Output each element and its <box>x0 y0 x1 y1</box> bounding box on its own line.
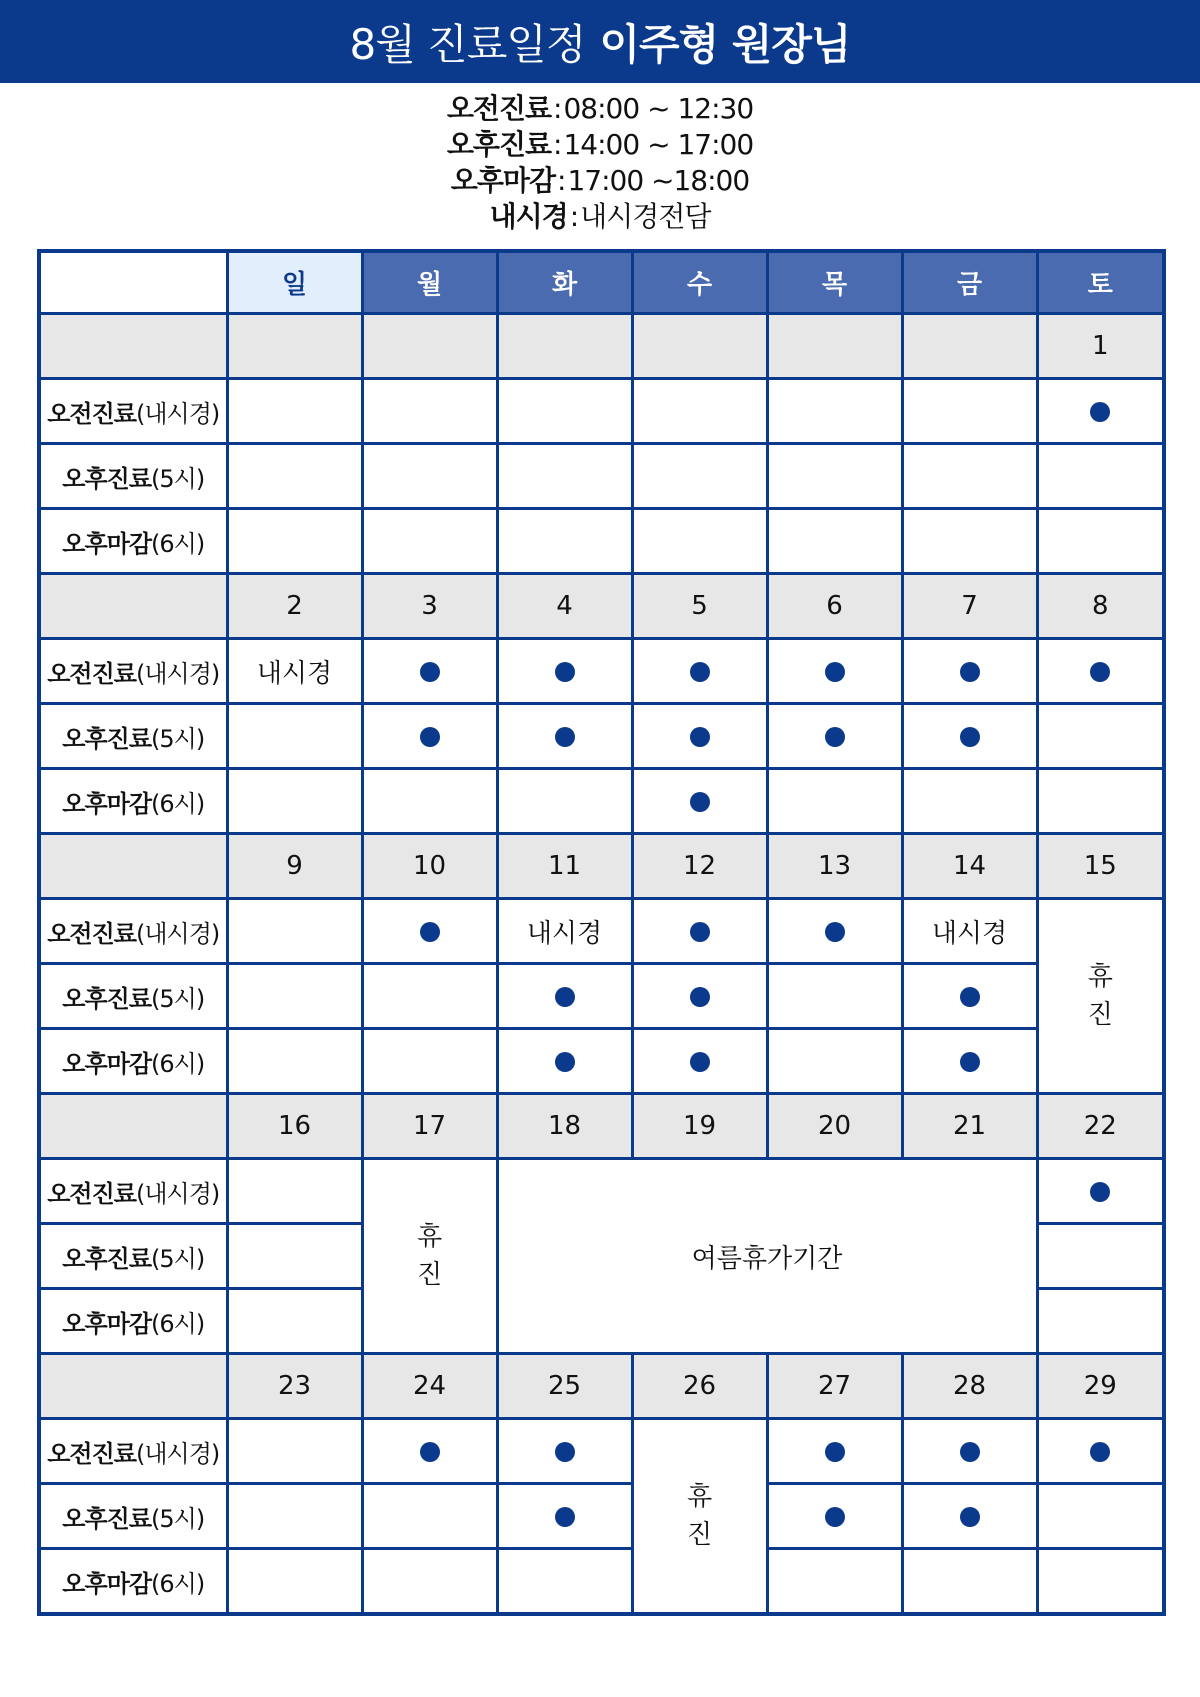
dot-icon <box>960 662 980 682</box>
schedule-cell <box>227 1224 362 1289</box>
slot-label-sub: (6시) <box>151 789 205 818</box>
schedule-cell <box>362 1029 497 1094</box>
date-row <box>39 574 1164 639</box>
schedule-cell <box>362 1419 497 1484</box>
slot-label-main: 오전진료 <box>47 1179 136 1208</box>
schedule-cell <box>227 1549 362 1615</box>
schedule-cell <box>227 1484 362 1549</box>
dot-icon <box>960 987 980 1007</box>
dot-icon <box>420 662 440 682</box>
slot-label <box>39 1159 227 1224</box>
schedule-cell <box>1037 1419 1164 1484</box>
hours-row-close: 오후마감:17:00 ~18:00 <box>450 164 750 197</box>
date-cell: 19 <box>632 1094 767 1159</box>
schedule-cell <box>1037 1224 1164 1289</box>
schedule-cell <box>362 509 497 574</box>
schedule-cell <box>767 1549 902 1615</box>
schedule-cell <box>497 1484 632 1549</box>
schedule-cell <box>902 769 1037 834</box>
date-row-label <box>39 1094 227 1159</box>
date-cell <box>362 314 497 379</box>
dot-icon <box>960 727 980 747</box>
schedule-cell <box>362 769 497 834</box>
dot-icon <box>420 922 440 942</box>
schedule-cell <box>632 899 767 964</box>
dot-icon <box>825 1442 845 1462</box>
date-cell: 20 <box>767 1094 902 1159</box>
slot-label-main: 오전진료 <box>47 399 136 428</box>
schedule-cell <box>227 639 362 704</box>
hours-key: 오전진료 <box>446 92 552 125</box>
slot-row <box>39 444 1164 509</box>
hours-key: 오후진료 <box>446 128 552 161</box>
schedule-cell <box>497 1549 632 1615</box>
dot-icon <box>690 727 710 747</box>
day-header-row <box>39 251 1164 314</box>
slot-row <box>39 1549 1164 1615</box>
date-cell <box>767 314 902 379</box>
date-cell: 13 <box>767 834 902 899</box>
slot-label <box>39 704 227 769</box>
schedule-cell <box>767 769 902 834</box>
hours-key: 오후마감 <box>450 164 555 197</box>
dot-icon <box>825 727 845 747</box>
slot-row <box>39 964 1164 1029</box>
schedule-cell <box>767 1419 902 1484</box>
date-cell <box>902 314 1037 379</box>
dot-icon <box>1090 402 1110 422</box>
schedule-cell <box>1037 769 1164 834</box>
dot-icon <box>420 727 440 747</box>
date-cell: 28 <box>902 1354 1037 1419</box>
schedule-cell <box>362 1549 497 1615</box>
schedule-cell <box>902 379 1037 444</box>
schedule-cell <box>1037 1159 1164 1224</box>
day-header-0: 일 <box>227 251 362 314</box>
schedule-cell <box>1037 444 1164 509</box>
dot-icon <box>555 662 575 682</box>
date-cell: 7 <box>902 574 1037 639</box>
date-cell <box>227 314 362 379</box>
schedule-cell <box>902 899 1037 964</box>
slot-row <box>39 1159 1164 1224</box>
schedule-cell <box>632 704 767 769</box>
slot-row <box>39 509 1164 574</box>
date-cell: 5 <box>632 574 767 639</box>
date-cell: 11 <box>497 834 632 899</box>
slot-label <box>39 964 227 1029</box>
schedule-cell <box>767 639 902 704</box>
date-row-label <box>39 1354 227 1419</box>
schedule-cell <box>1037 639 1164 704</box>
endoscopy-label: 내시경 <box>931 918 1008 949</box>
dot-icon <box>555 987 575 1007</box>
dot-icon <box>825 922 845 942</box>
dot-icon <box>555 727 575 747</box>
slot-label-main: 오후진료 <box>62 464 152 493</box>
schedule-cell <box>362 444 497 509</box>
schedule-cell <box>362 379 497 444</box>
slot-label-sub: (내시경) <box>135 1439 220 1468</box>
schedule-cell <box>227 964 362 1029</box>
date-row-label <box>39 314 227 379</box>
schedule-cell <box>1037 1549 1164 1615</box>
hours-value: 17:00 ~18:00 <box>567 164 750 197</box>
schedule-cell <box>632 639 767 704</box>
schedule-cell <box>497 444 632 509</box>
slot-label-main: 오전진료 <box>47 919 136 948</box>
date-cell: 4 <box>497 574 632 639</box>
slot-label <box>39 509 227 574</box>
schedule-cell <box>362 704 497 769</box>
slot-label-sub: (5시) <box>151 464 205 493</box>
date-row-label <box>39 574 227 639</box>
slot-label-sub: (내시경) <box>135 1179 220 1208</box>
schedule-cell <box>632 1419 767 1615</box>
dot-icon <box>555 1442 575 1462</box>
schedule-cell <box>1037 379 1164 444</box>
endoscopy-label: 내시경 <box>526 918 603 949</box>
schedule-cell <box>497 379 632 444</box>
date-cell <box>497 314 632 379</box>
date-cell: 8 <box>1037 574 1164 639</box>
schedule-cell <box>1037 509 1164 574</box>
date-cell: 24 <box>362 1354 497 1419</box>
date-cell: 22 <box>1037 1094 1164 1159</box>
schedule-cell <box>902 639 1037 704</box>
schedule-cell <box>902 509 1037 574</box>
slot-label <box>39 1549 227 1615</box>
closed-label: 휴진 <box>686 1482 713 1550</box>
slot-row <box>39 704 1164 769</box>
date-cell: 29 <box>1037 1354 1164 1419</box>
schedule-cell <box>227 1419 362 1484</box>
slot-label-sub: (5시) <box>151 724 205 753</box>
slot-row <box>39 379 1164 444</box>
dot-icon <box>690 1052 710 1072</box>
schedule-cell <box>1037 1289 1164 1354</box>
schedule-cell <box>767 509 902 574</box>
slot-label-sub: (내시경) <box>135 919 220 948</box>
schedule-cell <box>632 444 767 509</box>
hours-row-am: 오전진료:08:00 ~ 12:30 <box>446 92 754 125</box>
date-cell: 25 <box>497 1354 632 1419</box>
schedule-cell <box>362 1159 497 1354</box>
slot-label <box>39 1419 227 1484</box>
slot-label <box>39 379 227 444</box>
slot-label-sub: (6시) <box>151 1569 205 1598</box>
schedule-cell <box>227 1289 362 1354</box>
date-cell: 17 <box>362 1094 497 1159</box>
slot-label <box>39 444 227 509</box>
date-cell: 6 <box>767 574 902 639</box>
header-title: 8월 진료일정 <box>349 19 586 69</box>
dot-icon <box>690 662 710 682</box>
slot-label-main: 오후마감 <box>62 1569 152 1598</box>
hours-value: 08:00 ~ 12:30 <box>563 92 754 125</box>
schedule-cell <box>497 509 632 574</box>
date-cell: 9 <box>227 834 362 899</box>
dot-icon <box>825 1507 845 1527</box>
schedule-cell <box>902 1549 1037 1615</box>
slot-label-main: 오전진료 <box>47 1439 136 1468</box>
schedule-cell <box>362 964 497 1029</box>
slot-row <box>39 899 1164 964</box>
slot-label-main: 오전진료 <box>47 659 136 688</box>
date-cell: 1 <box>1037 314 1164 379</box>
hours-value: 내시경전담 <box>580 200 711 233</box>
slot-label-sub: (6시) <box>151 1049 205 1078</box>
slot-label <box>39 769 227 834</box>
schedule-cell <box>1037 704 1164 769</box>
dot-icon <box>960 1442 980 1462</box>
slot-label <box>39 899 227 964</box>
slot-label-main: 오후진료 <box>62 1504 152 1533</box>
dot-icon <box>690 792 710 812</box>
dot-icon <box>1090 1442 1110 1462</box>
schedule-cell <box>767 964 902 1029</box>
slot-row <box>39 1419 1164 1484</box>
schedule-cell <box>497 769 632 834</box>
date-cell: 10 <box>362 834 497 899</box>
date-row <box>39 1094 1164 1159</box>
date-cell: 16 <box>227 1094 362 1159</box>
schedule-cell <box>902 1484 1037 1549</box>
hours-key: 내시경 <box>489 200 568 233</box>
schedule-cell <box>227 769 362 834</box>
slot-label-sub: (6시) <box>151 1309 205 1338</box>
schedule-cell <box>767 379 902 444</box>
slot-label-sub: (내시경) <box>135 399 220 428</box>
schedule-cell <box>902 1419 1037 1484</box>
schedule-cell <box>902 704 1037 769</box>
slot-label <box>39 1484 227 1549</box>
dot-icon <box>1090 662 1110 682</box>
date-cell: 12 <box>632 834 767 899</box>
date-row <box>39 1354 1164 1419</box>
slot-label-main: 오후진료 <box>62 1244 152 1273</box>
slot-label-main: 오후마감 <box>62 529 152 558</box>
schedule-cell <box>227 444 362 509</box>
slot-label-sub: (5시) <box>151 984 205 1013</box>
slot-row <box>39 769 1164 834</box>
slot-label-sub: (내시경) <box>135 659 220 688</box>
slot-label-main: 오후진료 <box>62 724 152 753</box>
schedule-cell <box>1037 899 1164 1094</box>
slot-label <box>39 639 227 704</box>
summer-vacation-label: 여름휴가기간 <box>691 1243 843 1274</box>
schedule-cell <box>632 769 767 834</box>
date-cell: 15 <box>1037 834 1164 899</box>
date-cell: 14 <box>902 834 1037 899</box>
slot-label-sub: (6시) <box>151 529 205 558</box>
schedule-cell <box>632 1029 767 1094</box>
endoscopy-label: 내시경 <box>256 658 333 689</box>
day-header-2: 화 <box>497 251 632 314</box>
slot-label-main: 오후마감 <box>62 1049 152 1078</box>
schedule-cell <box>497 1419 632 1484</box>
schedule-cell <box>362 1484 497 1549</box>
schedule-cell <box>767 899 902 964</box>
clinic-hours <box>0 91 1200 235</box>
dot-icon <box>960 1052 980 1072</box>
closed-label: 휴진 <box>416 1222 443 1290</box>
slot-label-main: 오후마감 <box>62 1309 152 1338</box>
slot-row <box>39 1029 1164 1094</box>
date-cell: 27 <box>767 1354 902 1419</box>
header-blank-cell <box>39 251 227 314</box>
day-header-3: 수 <box>632 251 767 314</box>
schedule-cell <box>767 1484 902 1549</box>
date-cell: 21 <box>902 1094 1037 1159</box>
day-header-4: 목 <box>767 251 902 314</box>
schedule-cell <box>227 899 362 964</box>
slot-label-sub: (5시) <box>151 1244 205 1273</box>
schedule-cell <box>227 509 362 574</box>
date-cell <box>632 314 767 379</box>
slot-label <box>39 1289 227 1354</box>
schedule-cell <box>227 1159 362 1224</box>
schedule-cell <box>632 964 767 1029</box>
closed-label: 휴진 <box>1087 962 1113 1030</box>
date-cell: 26 <box>632 1354 767 1419</box>
slot-label-sub: (5시) <box>151 1504 205 1533</box>
dot-icon <box>555 1507 575 1527</box>
schedule-cell <box>497 1159 1037 1354</box>
schedule-cell <box>497 899 632 964</box>
slot-row <box>39 1484 1164 1549</box>
schedule-cell <box>497 1029 632 1094</box>
schedule-cell <box>632 509 767 574</box>
dot-icon <box>1090 1182 1110 1202</box>
schedule-cell <box>767 1029 902 1094</box>
schedule-table <box>37 249 1166 1616</box>
dot-icon <box>690 987 710 1007</box>
hours-row-pm: 오후진료:14:00 ~ 17:00 <box>446 128 754 161</box>
schedule-cell <box>497 639 632 704</box>
dot-icon <box>825 662 845 682</box>
schedule-cell <box>767 444 902 509</box>
schedule-cell <box>362 899 497 964</box>
schedule-cell <box>227 1029 362 1094</box>
schedule-cell <box>632 379 767 444</box>
date-row <box>39 314 1164 379</box>
date-cell: 18 <box>497 1094 632 1159</box>
slot-label <box>39 1029 227 1094</box>
dot-icon <box>690 922 710 942</box>
slot-label <box>39 1224 227 1289</box>
schedule-cell <box>902 1029 1037 1094</box>
date-cell: 3 <box>362 574 497 639</box>
dot-icon <box>960 1507 980 1527</box>
date-cell: 23 <box>227 1354 362 1419</box>
schedule-cell <box>362 639 497 704</box>
slot-row <box>39 639 1164 704</box>
schedule-cell <box>767 704 902 769</box>
date-row-label <box>39 834 227 899</box>
schedule-cell <box>497 704 632 769</box>
schedule-cell <box>497 964 632 1029</box>
dot-icon <box>420 1442 440 1462</box>
dot-icon <box>555 1052 575 1072</box>
hours-row-endoscopy: 내시경:내시경전담 <box>489 200 711 233</box>
slot-label-main: 오후진료 <box>62 984 152 1013</box>
date-row <box>39 834 1164 899</box>
page-header <box>0 0 1200 83</box>
schedule-cell <box>902 964 1037 1029</box>
schedule-cell <box>227 704 362 769</box>
hours-value: 14:00 ~ 17:00 <box>563 128 754 161</box>
schedule-cell <box>227 379 362 444</box>
schedule-cell <box>1037 1484 1164 1549</box>
slot-label-main: 오후마감 <box>62 789 152 818</box>
day-header-1: 월 <box>362 251 497 314</box>
doctor-name: 이주형 원장님 <box>599 19 851 69</box>
schedule-cell <box>902 444 1037 509</box>
date-cell: 2 <box>227 574 362 639</box>
day-header-6: 토 <box>1037 251 1164 314</box>
day-header-5: 금 <box>902 251 1037 314</box>
